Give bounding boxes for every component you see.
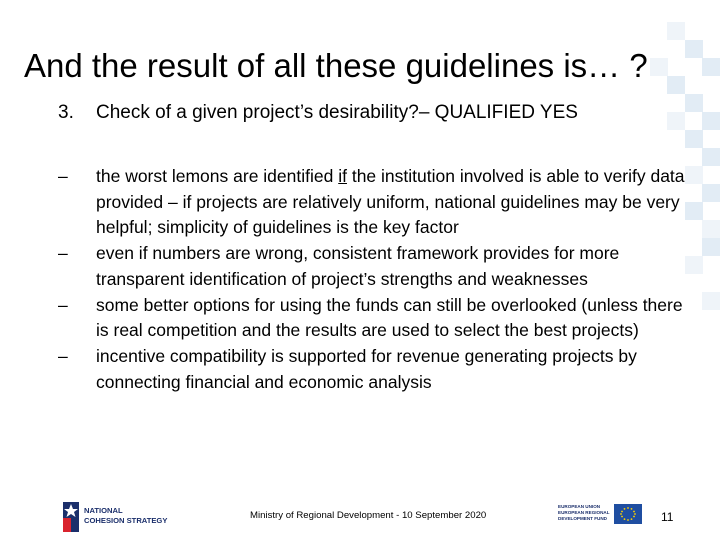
- bullet-emphasis: if: [338, 166, 347, 186]
- logo-text-line: NATIONAL: [84, 506, 123, 515]
- footer-text: Ministry of Regional Development - 10 September 2020: [250, 510, 487, 521]
- logo-text-line: COHESION STRATEGY: [84, 515, 168, 525]
- bullet-text: incentive compatibility is supported for revenue generating projects by connecting financial and economic analysis: [96, 345, 637, 392]
- eu-text-line: EUROPEAN REGIONAL: [558, 509, 610, 515]
- bullet-text: even if numbers are wrong, consistent framework provides for more transparent identification of project’s strengths and weaknesses: [96, 243, 620, 289]
- eu-logo-text: [558, 504, 610, 521]
- slide-title: And the result of all these guidelines is… ?: [24, 47, 648, 84]
- bullet-item: [58, 241, 698, 292]
- eu-text-line: DEVELOPMENT FUND: [558, 515, 608, 521]
- bullet-text-end: the institution involved is able to verify data provided – if projects are relatively uniform, national guidelines may be very helpful; simplicity of guidelines is the key factor: [96, 166, 685, 238]
- page-number: 11: [661, 510, 674, 524]
- bullet-item: [58, 293, 698, 344]
- eu-flag-icon: [614, 504, 642, 524]
- bullet-list: [58, 164, 698, 395]
- eu-logo: [558, 503, 644, 529]
- point-number: 3.: [58, 102, 74, 123]
- eu-text-line: EUROPEAN UNION: [558, 504, 601, 509]
- bullet-item: [58, 164, 698, 241]
- bullet-item: [58, 344, 698, 395]
- numbered-point: [58, 100, 678, 125]
- bullet-text-start: the worst lemons are identified: [96, 166, 339, 186]
- bullet-dash: –: [58, 294, 68, 315]
- star-icon: [60, 500, 82, 534]
- bullet-dash: –: [58, 166, 68, 186]
- national-cohesion-strategy-logo: [60, 500, 172, 534]
- bullet-dash: –: [58, 243, 68, 264]
- point-text: Check of a given project’s desirability?– QUALIFIED YES: [96, 102, 578, 123]
- bullet-dash: –: [58, 345, 68, 366]
- bullet-text: some better options for using the funds can still be overlooked (unless there is real competition and the results are used to select the best projects): [96, 294, 683, 341]
- logo-text: [84, 506, 167, 525]
